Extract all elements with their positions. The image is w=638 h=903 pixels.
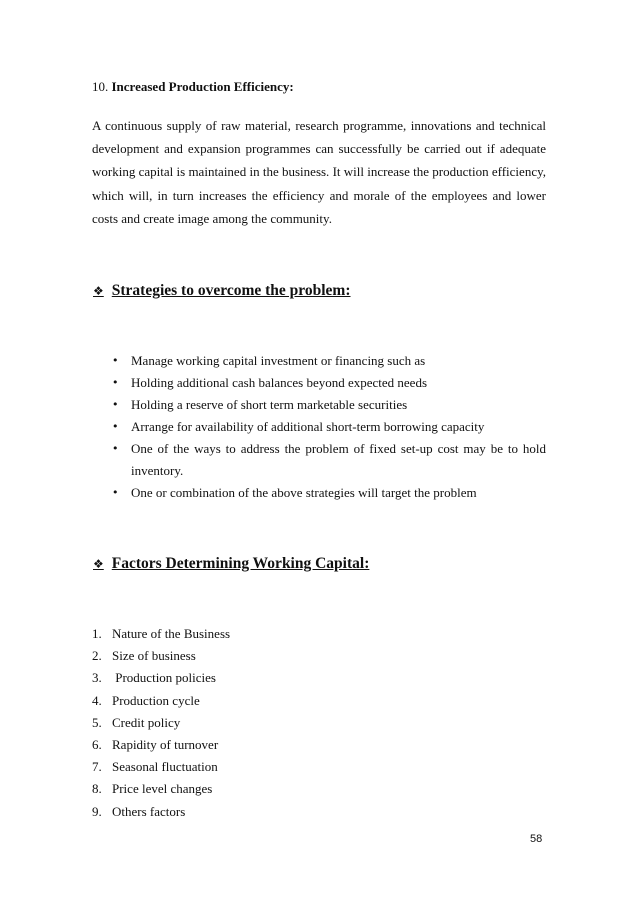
list-item — [92, 734, 230, 756]
list-item-text: Nature of the Business — [112, 626, 231, 641]
factors-heading-text: Factors Determining Working Capital: — [111, 555, 370, 572]
section-10-body: A continuous supply of raw material, research programme, innovations and technical development and expansion programmes can successfully be carried out if adequate working capital is maintained in the business. It will increase the production efficiency, which will, in turn increases the efficiency and morale of the employees and lower costs and create image among the community. — [92, 118, 546, 226]
list-item — [112, 416, 546, 438]
bullet-icon: • — [112, 354, 119, 367]
list-item-text: One of the ways to address the problem of fixed set-up cost may be to hold inventory. — [131, 441, 546, 478]
section-10-heading — [92, 79, 294, 95]
item-number: 1. — [92, 626, 102, 641]
list-item-text: Others factors — [112, 803, 186, 819]
list-item-text: Holding additional cash balances beyond expected needs — [131, 375, 428, 390]
bullet-icon: • — [112, 420, 119, 433]
list-item-text: Size of business — [112, 648, 196, 664]
item-number: 3. — [92, 670, 102, 686]
list-item — [92, 801, 230, 823]
list-item — [92, 756, 230, 778]
item-number: 9. — [92, 803, 102, 819]
diamond-bullet-icon: ❖ — [93, 284, 104, 298]
strategies-heading-text: Strategies to overcome the problem: — [111, 282, 351, 299]
list-item — [112, 372, 546, 394]
list-item-text: Arrange for availability of additional short-term borrowing capacity — [131, 419, 485, 434]
list-item — [112, 394, 546, 416]
strategies-heading — [93, 282, 351, 300]
bullet-icon: • — [112, 398, 119, 411]
bullet-icon: • — [112, 486, 119, 499]
list-item-text: One or combination of the above strategies will target the problem — [131, 485, 477, 500]
list-item-text: Manage working capital investment or financing such as — [131, 353, 426, 368]
list-item — [92, 712, 230, 734]
strategies-list — [112, 350, 546, 504]
list-item — [112, 350, 546, 372]
list-item-text: Production cycle — [112, 692, 200, 708]
factors-heading — [93, 555, 369, 573]
bullet-icon: • — [112, 442, 119, 455]
page-number: 58 — [530, 833, 543, 845]
list-item — [112, 438, 546, 482]
list-item — [92, 667, 230, 689]
diamond-bullet-icon: ❖ — [93, 557, 104, 571]
bullet-icon: • — [112, 376, 119, 389]
item-number: 6. — [92, 737, 102, 753]
item-number: 5. — [92, 714, 102, 730]
list-item-text: Rapidity of turnover — [112, 737, 219, 753]
list-item — [92, 778, 230, 800]
list-item-text: Credit policy — [112, 714, 181, 730]
section-number: 10. — [92, 79, 109, 94]
item-number: 7. — [92, 759, 102, 775]
section-title: Increased Production Efficiency: — [111, 79, 294, 94]
list-item — [92, 645, 230, 667]
list-item-text: Production policies — [112, 670, 216, 686]
item-number: 8. — [92, 781, 102, 797]
list-item-text: Price level changes — [112, 781, 213, 797]
list-item — [92, 623, 230, 645]
list-item-text: Holding a reserve of short term marketable securities — [131, 397, 408, 412]
item-number: 2. — [92, 648, 102, 664]
item-number: 4. — [92, 692, 102, 708]
list-item-text: Seasonal fluctuation — [112, 759, 218, 775]
list-item — [92, 690, 230, 712]
factors-list — [92, 623, 230, 823]
list-item — [112, 482, 546, 504]
